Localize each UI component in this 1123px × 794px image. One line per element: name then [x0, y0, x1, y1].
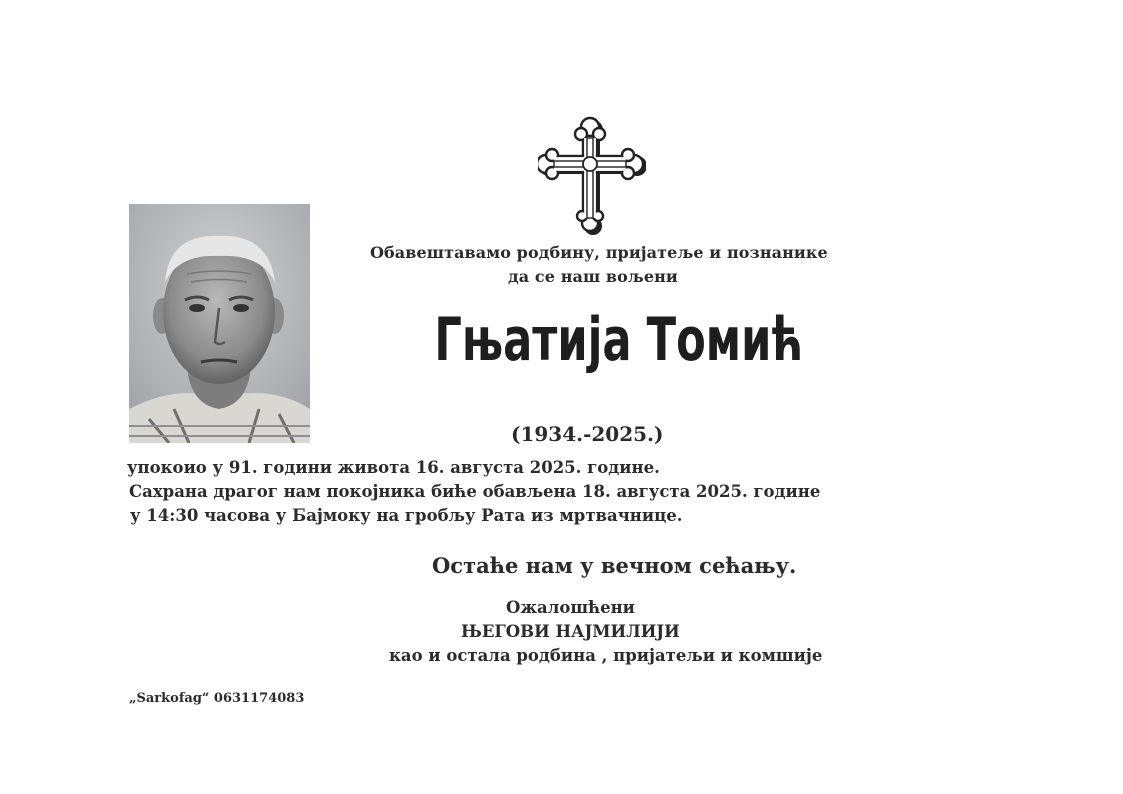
funeral-service-contact: „Sarkofag“ 0631174083 — [129, 691, 305, 706]
life-years: (1934.-2025.) — [511, 422, 664, 446]
intro-line-1: Обавештавамо родбину, пријатеље и познанике — [370, 243, 828, 262]
funeral-time-place-line: у 14:30 часова у Бајмоку на гробљу Рата из мртвачнице. — [130, 506, 683, 525]
mourners-others: као и остала родбина , пријатељи и комшије — [389, 646, 823, 665]
mourners-family: ЊЕГОВИ НАЈМИЛИЈИ — [461, 622, 680, 641]
deceased-name — [171, 305, 980, 375]
mourners-heading: Ожалошћени — [506, 598, 635, 617]
deceased-name-text: Гњатија Томић — [434, 305, 804, 375]
orthodox-cross-icon — [538, 116, 646, 236]
memorial-phrase: Остаће нам у вечном сећању. — [432, 553, 797, 578]
funeral-notice-line: Сахрана драгог нам покојника биће обављена 18. августа 2025. године — [129, 482, 821, 501]
intro-line-2: да се наш вољени — [508, 267, 678, 286]
death-notice-line: упокоио у 91. години живота 16. августа 2025. године. — [127, 458, 660, 477]
